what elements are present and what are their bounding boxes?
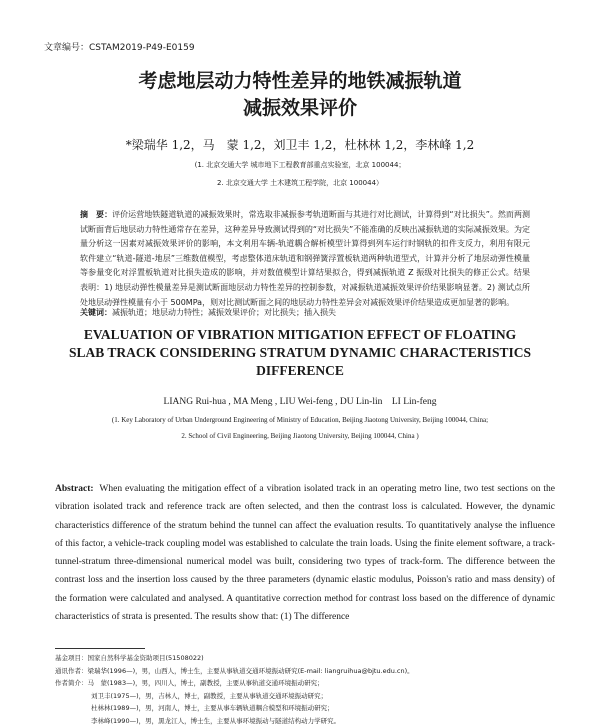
footnotes [55, 652, 555, 727]
english-title [40, 326, 560, 380]
chinese-title-line-2: 减振效果评价 [242, 97, 357, 119]
english-title-line-3: DIFFERENCE [256, 363, 344, 378]
chinese-keywords-label: 关键词： [80, 308, 112, 317]
english-abstract-label: Abstract: [55, 484, 94, 494]
article-number: 文章编号：CSTAM2019-P49-E0159 [44, 43, 195, 53]
chinese-keywords [80, 307, 530, 318]
english-title-line-2: SLAB TRACK CONSIDERING STRATUM DYNAMIC CHARACTERISTICS [69, 345, 531, 360]
english-abstract-text: When evaluating the mitigation effect of a vibration isolated track in an operating metro line, two test sections on the vibration isolated track and reference track are often selected, and then the contrast loss is calculated. However, the dynamic characteristics difference of the stratum behind the tunnel can affect the evaluation results. To quantitatively analyse the influence of this factor, a vehicle-track coupling model was established to calculate the train loads. Using the finite element software, a track- tunnel-stratum three-dimensional numerical model was built, considering two types of track-form. The difference between the contrast loss and the insertion loss caused by the three parameters (dynamic elastic modulus, Poisson's ratio and mass density) of the formation were calculated and analysed. A quantitative correction method for contrast loss based on the difference of dynamic characteristics of strata is presented. The results show that: (1) The difference [55, 484, 555, 623]
chinese-affiliation-1: (1. 北京交通大学 城市地下工程教育部重点实验室，北京 100044； [194, 161, 406, 169]
english-affiliation-2: 2. School of Civil Engineering, Beijing Jiaotong University, Beijing 100044, China ) [181, 432, 419, 440]
footnote-author-2: 马 蒙(1983—)，男，四川人，博士，副教授，主要从事轨道交通环境振动研究； [87, 679, 324, 687]
chinese-affiliation-2: 2. 北京交通大学 土木建筑工程学院，北京 100044） [216, 179, 384, 187]
chinese-abstract-label: 摘 要： [80, 210, 113, 219]
chinese-title [60, 68, 540, 122]
chinese-abstract [80, 208, 530, 310]
footnote-fund: 基金项目：国家自然科学基金资助项目(51508022) [55, 654, 204, 662]
english-title-line-1: EVALUATION OF VIBRATION MITIGATION EFFECT OF FLOATING [83, 327, 517, 342]
footnote-author-4: 杜林林(1989—)，男，河南人，博士，主要从事车辆轨道耦合模型和环境振动研究； [91, 704, 334, 712]
chinese-authors: *梁瑞华 1,2，马 蒙 1,2，刘卫丰 1,2，杜林林 1,2，李林峰 1,2 [125, 138, 475, 152]
footnote-divider [55, 648, 145, 649]
footnote-author-bio [55, 677, 555, 690]
footnote-corresponding-author: 通讯作者：梁瑞华(1996—)，男，山西人，博士生，主要从事轨道交通环境振动研究(E-mail: liangruihua@bjtu.edu.cn)。 [55, 666, 414, 675]
english-affiliation-1: (1. Key Laboratory of Urban Underground Engineering of Ministry of Education, Beijing Jiaotong University, Beijing 100044, China; [111, 416, 489, 424]
footnote-author-5: 李林峰(1990—)，男，黑龙江人，博士生，主要从事环境振动与隧道结构动力学研究。 [91, 716, 341, 725]
chinese-title-line-1: 考虑地层动力特性差异的地铁减振轨道 [138, 70, 462, 92]
footnote-author-bio-label: 作者简介： [55, 679, 88, 687]
footnote-author-3: 刘卫丰(1975—)，男，吉林人，博士，副教授，主要从事轨道交通环境振动研究； [91, 691, 328, 700]
english-abstract [55, 480, 555, 626]
english-authors: LIANG Rui-hua , MA Meng , LIU Wei-feng , DU Lin-lin LI Lin-feng [163, 397, 437, 407]
chinese-abstract-text: 评价运营地铁隧道轨道的减振效果时，常选取非减振参考轨道断面与其进行对比测试，计算得到“对比损失”。然而两测试断面背后地层动力特性通常存在差异，这种差异导致测试得到的“对比损失”不能准确的反映出减振轨道的实际减振效果。为定量分析这一因素对减振效果评价的影响，本文利用车辆-轨道耦合解析模型计算得到列车运行时钢轨的扣件支反力，利用有限元软件建立“轨道-隧道-地层”三维数值模型，考虑整体道床轨道和钢弹簧浮置板轨道两种轨道型式，计算并分析了地层动弹性模量等参量变化对浮置板轨道对比损失造成的影响，并对数值模型计算结果拟合，得到减振轨道 Z 振级对比损失的修正公式。结果表明：1) 地层动弹性模量差异是测试断面地层动力特性差异的控制参数，对减振轨道减振效果评价结果影响显著。2) 测试点所处地层动弹性模量有小于 500MPa，则对比测试断面之间的地层动力特性差异会对减振效果评价结果造成更加显著的影响。 [80, 210, 530, 307]
chinese-keywords-text: 减振轨道；地层动力特性；减振效果评价；对比损失；插入损失 [112, 308, 336, 317]
